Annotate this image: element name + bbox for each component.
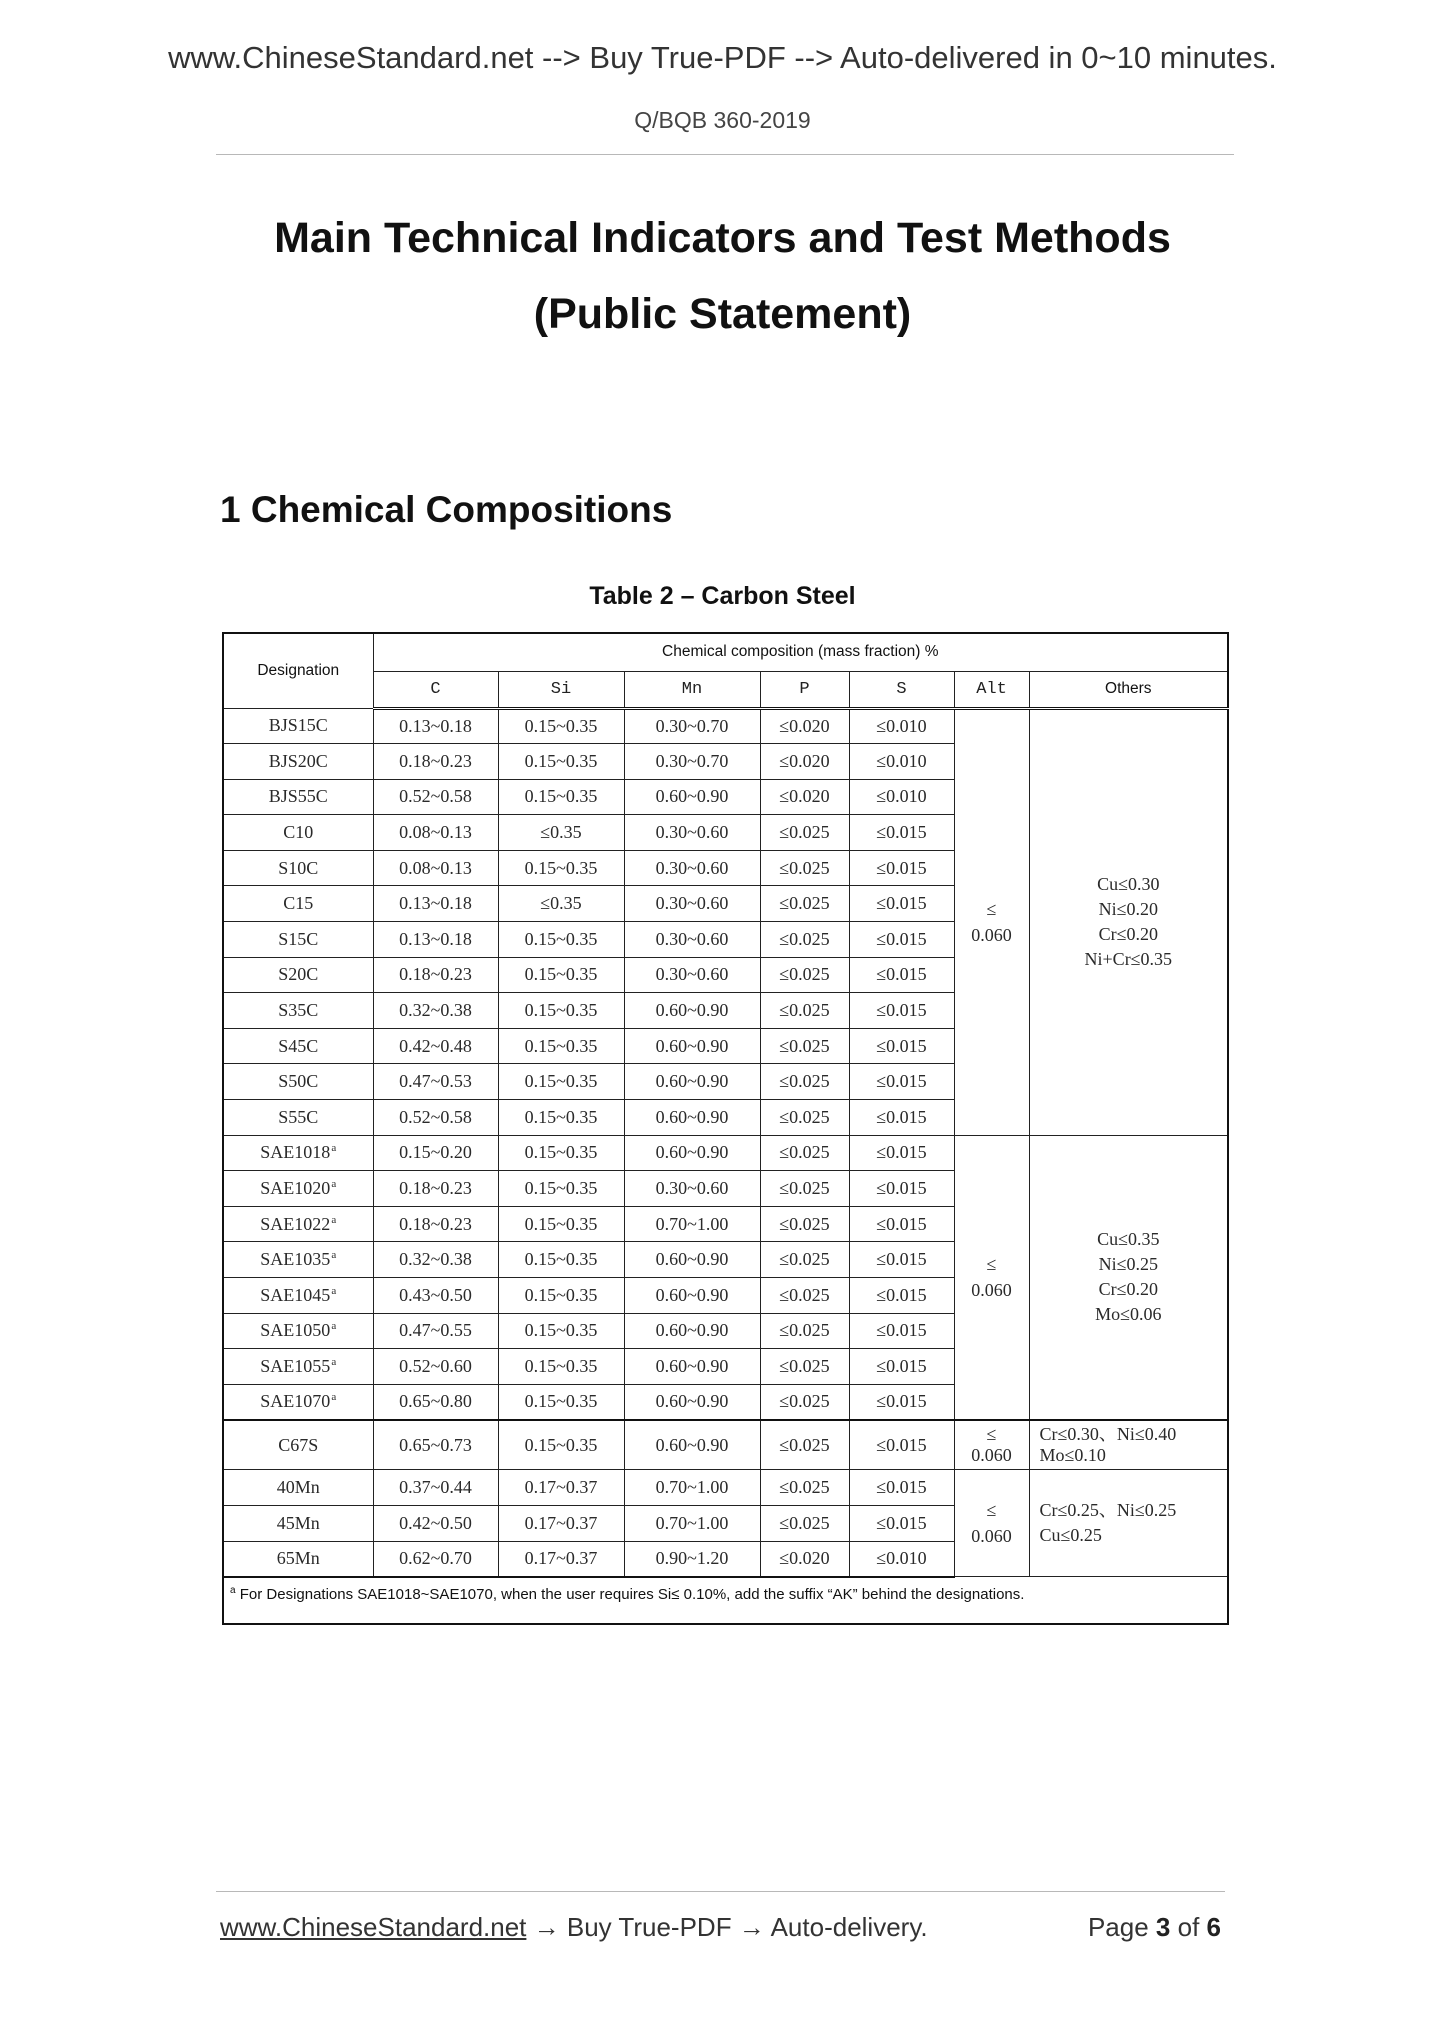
cell-si: 0.15~0.35 bbox=[498, 1384, 624, 1420]
cell-si: ≤0.35 bbox=[498, 886, 624, 922]
cell-s: ≤0.010 bbox=[849, 708, 954, 744]
cell-designation bbox=[223, 1135, 373, 1171]
cell-c: 0.52~0.58 bbox=[373, 1100, 498, 1136]
cell-si: 0.15~0.35 bbox=[498, 993, 624, 1029]
cell-c: 0.18~0.23 bbox=[373, 1206, 498, 1242]
cell-s: ≤0.015 bbox=[849, 850, 954, 886]
cell-si: 0.15~0.35 bbox=[498, 1100, 624, 1136]
cell-designation: C10 bbox=[223, 815, 373, 851]
cell-mn: 0.30~0.70 bbox=[624, 708, 760, 744]
cell-c: 0.42~0.50 bbox=[373, 1505, 498, 1541]
cell-si: 0.15~0.35 bbox=[498, 1349, 624, 1385]
cell-si: 0.17~0.37 bbox=[498, 1541, 624, 1577]
footer-tagline: → Buy True-PDF → Auto-delivery. bbox=[533, 1912, 928, 1942]
cell-s: ≤0.015 bbox=[849, 1242, 954, 1278]
cell-s: ≤0.015 bbox=[849, 1206, 954, 1242]
top-banner: www.ChineseStandard.net --> Buy True-PDF --> Auto-delivered in 0~10 minutes. bbox=[168, 40, 1277, 75]
cell-p: ≤0.025 bbox=[760, 1206, 849, 1242]
cell-mn: 0.60~0.90 bbox=[624, 1313, 760, 1349]
designation-text: SAE1070 bbox=[260, 1391, 331, 1412]
cell-designation: S20C bbox=[223, 957, 373, 993]
designation-text: SAE1020 bbox=[260, 1178, 331, 1199]
page-of: of bbox=[1177, 1912, 1200, 1942]
cell-p: ≤0.020 bbox=[760, 779, 849, 815]
cell-designation: BJS15C bbox=[223, 708, 373, 744]
cell-s: ≤0.015 bbox=[849, 1100, 954, 1136]
cell-s: ≤0.015 bbox=[849, 1349, 954, 1385]
cell-others: Cu≤0.35 Ni≤0.25 Cr≤0.20 Mo≤0.06 bbox=[1029, 1135, 1228, 1420]
table-row bbox=[223, 1135, 1228, 1171]
header-chemical-composition: Chemical composition (mass fraction) % bbox=[373, 633, 1228, 671]
designation-text: SAE1018 bbox=[260, 1142, 331, 1163]
table-footnote-row bbox=[223, 1577, 1228, 1624]
footnote-mark: a bbox=[230, 1584, 236, 1596]
cell-c: 0.13~0.18 bbox=[373, 886, 498, 922]
footnote-marker: a bbox=[331, 1391, 337, 1404]
cell-p: ≤0.025 bbox=[760, 1470, 849, 1506]
cell-si: 0.15~0.35 bbox=[498, 779, 624, 815]
designation-text: SAE1035 bbox=[260, 1249, 331, 1270]
cell-mn: 0.30~0.60 bbox=[624, 1171, 760, 1207]
cell-si: 0.15~0.35 bbox=[498, 922, 624, 958]
cell-p: ≤0.025 bbox=[760, 1028, 849, 1064]
footer-links bbox=[220, 1911, 928, 1943]
footnote-text: For Designations SAE1018~SAE1070, when the user requires Si≤ 0.10%, add the suffix “AK” behind the designations. bbox=[239, 1585, 1025, 1603]
cell-c: 0.52~0.60 bbox=[373, 1349, 498, 1385]
cell-p: ≤0.025 bbox=[760, 1135, 849, 1171]
cell-c: 0.37~0.44 bbox=[373, 1470, 498, 1506]
cell-alt: ≤ 0.060 bbox=[954, 708, 1029, 1135]
footnote-marker: a bbox=[331, 1178, 337, 1191]
cell-designation: S50C bbox=[223, 1064, 373, 1100]
cell-designation: S15C bbox=[223, 922, 373, 958]
header-s: S bbox=[849, 671, 954, 708]
cell-alt: ≤ 0.060 bbox=[954, 1470, 1029, 1577]
cell-designation: C15 bbox=[223, 886, 373, 922]
cell-mn: 0.60~0.90 bbox=[624, 1242, 760, 1278]
cell-p: ≤0.025 bbox=[760, 1313, 849, 1349]
cell-c: 0.13~0.18 bbox=[373, 922, 498, 958]
page-current: 3 bbox=[1155, 1912, 1171, 1942]
table-header-row bbox=[223, 633, 1228, 671]
cell-c: 0.65~0.80 bbox=[373, 1384, 498, 1420]
cell-si: 0.15~0.35 bbox=[498, 1064, 624, 1100]
cell-si: 0.17~0.37 bbox=[498, 1505, 624, 1541]
cell-p: ≤0.025 bbox=[760, 815, 849, 851]
section-heading: 1 Chemical Compositions bbox=[220, 489, 673, 530]
cell-designation bbox=[223, 1278, 373, 1314]
page-label: Page bbox=[1087, 1912, 1149, 1942]
cell-si: 0.15~0.35 bbox=[498, 1206, 624, 1242]
cell-s: ≤0.015 bbox=[849, 1505, 954, 1541]
footnote-marker: a bbox=[331, 1355, 337, 1368]
cell-s: ≤0.015 bbox=[849, 1420, 954, 1470]
cell-c: 0.18~0.23 bbox=[373, 1171, 498, 1207]
cell-mn: 0.60~0.90 bbox=[624, 779, 760, 815]
cell-alt: ≤ 0.060 bbox=[954, 1135, 1029, 1420]
cell-c: 0.18~0.23 bbox=[373, 744, 498, 780]
cell-c: 0.47~0.53 bbox=[373, 1064, 498, 1100]
cell-designation bbox=[223, 1242, 373, 1278]
cell-s: ≤0.010 bbox=[849, 1541, 954, 1577]
cell-mn: 0.30~0.60 bbox=[624, 850, 760, 886]
cell-p: ≤0.025 bbox=[760, 1064, 849, 1100]
cell-si: 0.15~0.35 bbox=[498, 850, 624, 886]
cell-c: 0.18~0.23 bbox=[373, 957, 498, 993]
page-indicator bbox=[1088, 1911, 1221, 1943]
chemical-composition-table bbox=[222, 632, 1229, 1625]
table-caption: Table 2 – Carbon Steel bbox=[589, 582, 856, 610]
cell-designation: S45C bbox=[223, 1028, 373, 1064]
table-footnote bbox=[223, 1577, 1228, 1624]
cell-mn: 0.60~0.90 bbox=[624, 1349, 760, 1385]
cell-c: 0.32~0.38 bbox=[373, 993, 498, 1029]
designation-text: SAE1055 bbox=[260, 1355, 331, 1376]
cell-p: ≤0.025 bbox=[760, 1420, 849, 1470]
cell-designation bbox=[223, 1206, 373, 1242]
header-divider bbox=[216, 154, 1234, 155]
cell-p: ≤0.025 bbox=[760, 886, 849, 922]
cell-designation: S35C bbox=[223, 993, 373, 1029]
cell-designation: 40Mn bbox=[223, 1470, 373, 1506]
cell-p: ≤0.025 bbox=[760, 1242, 849, 1278]
cell-c: 0.15~0.20 bbox=[373, 1135, 498, 1171]
cell-c: 0.32~0.38 bbox=[373, 1242, 498, 1278]
cell-designation: 45Mn bbox=[223, 1505, 373, 1541]
cell-s: ≤0.010 bbox=[849, 779, 954, 815]
cell-s: ≤0.015 bbox=[849, 993, 954, 1029]
cell-si: 0.15~0.35 bbox=[498, 1278, 624, 1314]
cell-s: ≤0.015 bbox=[849, 1278, 954, 1314]
cell-p: ≤0.025 bbox=[760, 1171, 849, 1207]
cell-c: 0.62~0.70 bbox=[373, 1541, 498, 1577]
cell-designation bbox=[223, 1171, 373, 1207]
cell-s: ≤0.015 bbox=[849, 922, 954, 958]
cell-mn: 0.60~0.90 bbox=[624, 1028, 760, 1064]
cell-designation: BJS55C bbox=[223, 779, 373, 815]
cell-mn: 0.60~0.90 bbox=[624, 1420, 760, 1470]
cell-others: Cr≤0.30、Ni≤0.40 Mo≤0.10 bbox=[1029, 1420, 1228, 1470]
cell-s: ≤0.015 bbox=[849, 1064, 954, 1100]
cell-c: 0.08~0.13 bbox=[373, 850, 498, 886]
cell-s: ≤0.015 bbox=[849, 957, 954, 993]
cell-mn: 0.60~0.90 bbox=[624, 1384, 760, 1420]
cell-s: ≤0.015 bbox=[849, 1384, 954, 1420]
document-code: Q/BQB 360-2019 bbox=[634, 107, 811, 133]
header-alt: Alt bbox=[954, 671, 1029, 708]
footnote-marker: a bbox=[331, 1284, 337, 1297]
cell-s: ≤0.015 bbox=[849, 886, 954, 922]
cell-s: ≤0.015 bbox=[849, 1171, 954, 1207]
cell-designation: BJS20C bbox=[223, 744, 373, 780]
cell-mn: 0.30~0.70 bbox=[624, 744, 760, 780]
cell-mn: 0.60~0.90 bbox=[624, 1064, 760, 1100]
cell-p: ≤0.025 bbox=[760, 957, 849, 993]
header-c: C bbox=[373, 671, 498, 708]
cell-si: 0.15~0.35 bbox=[498, 744, 624, 780]
cell-si: ≤0.35 bbox=[498, 815, 624, 851]
cell-s: ≤0.015 bbox=[849, 1135, 954, 1171]
table-row bbox=[223, 1470, 1228, 1506]
header-designation: Designation bbox=[223, 633, 373, 708]
header-p: P bbox=[760, 671, 849, 708]
cell-p: ≤0.025 bbox=[760, 993, 849, 1029]
cell-s: ≤0.015 bbox=[849, 1313, 954, 1349]
cell-mn: 0.60~0.90 bbox=[624, 1135, 760, 1171]
cell-si: 0.15~0.35 bbox=[498, 1313, 624, 1349]
header-mn: Mn bbox=[624, 671, 760, 708]
cell-mn: 0.60~0.90 bbox=[624, 993, 760, 1029]
cell-p: ≤0.025 bbox=[760, 850, 849, 886]
cell-s: ≤0.015 bbox=[849, 1028, 954, 1064]
cell-p: ≤0.020 bbox=[760, 708, 849, 744]
cell-designation: 65Mn bbox=[223, 1541, 373, 1577]
cell-s: ≤0.015 bbox=[849, 1470, 954, 1506]
cell-c: 0.42~0.48 bbox=[373, 1028, 498, 1064]
cell-others: Cu≤0.30 Ni≤0.20 Cr≤0.20 Ni+Cr≤0.35 bbox=[1029, 708, 1228, 1135]
cell-mn: 0.30~0.60 bbox=[624, 922, 760, 958]
cell-others: Cr≤0.25、Ni≤0.25 Cu≤0.25 bbox=[1029, 1470, 1228, 1577]
cell-p: ≤0.025 bbox=[760, 1278, 849, 1314]
cell-p: ≤0.025 bbox=[760, 1384, 849, 1420]
cell-mn: 0.60~0.90 bbox=[624, 1278, 760, 1314]
page-subtitle: (Public Statement) bbox=[533, 290, 912, 338]
cell-si: 0.17~0.37 bbox=[498, 1470, 624, 1506]
cell-p: ≤0.020 bbox=[760, 744, 849, 780]
footnote-marker: a bbox=[331, 1142, 337, 1155]
cell-c: 0.43~0.50 bbox=[373, 1278, 498, 1314]
cell-designation bbox=[223, 1349, 373, 1385]
site-link[interactable]: www.ChineseStandard.net bbox=[220, 1912, 527, 1942]
cell-c: 0.65~0.73 bbox=[373, 1420, 498, 1470]
table-row bbox=[223, 708, 1228, 744]
cell-c: 0.52~0.58 bbox=[373, 779, 498, 815]
cell-mn: 0.70~1.00 bbox=[624, 1505, 760, 1541]
table-subheader-row bbox=[223, 671, 1228, 708]
cell-alt: ≤ 0.060 bbox=[954, 1420, 1029, 1470]
cell-si: 0.15~0.35 bbox=[498, 957, 624, 993]
cell-si: 0.15~0.35 bbox=[498, 1028, 624, 1064]
designation-text: SAE1050 bbox=[260, 1320, 331, 1341]
cell-p: ≤0.025 bbox=[760, 1349, 849, 1385]
cell-mn: 0.30~0.60 bbox=[624, 957, 760, 993]
cell-designation bbox=[223, 1313, 373, 1349]
cell-mn: 0.70~1.00 bbox=[624, 1470, 760, 1506]
cell-mn: 0.90~1.20 bbox=[624, 1541, 760, 1577]
cell-designation: C67S bbox=[223, 1420, 373, 1470]
cell-s: ≤0.010 bbox=[849, 744, 954, 780]
cell-p: ≤0.025 bbox=[760, 922, 849, 958]
cell-mn: 0.60~0.90 bbox=[624, 1100, 760, 1136]
cell-c: 0.08~0.13 bbox=[373, 815, 498, 851]
designation-text: SAE1022 bbox=[260, 1213, 331, 1234]
header-si: Si bbox=[498, 671, 624, 708]
cell-si: 0.15~0.35 bbox=[498, 1171, 624, 1207]
cell-s: ≤0.015 bbox=[849, 815, 954, 851]
cell-c: 0.47~0.55 bbox=[373, 1313, 498, 1349]
cell-designation: S55C bbox=[223, 1100, 373, 1136]
cell-p: ≤0.020 bbox=[760, 1541, 849, 1577]
table-row bbox=[223, 1420, 1228, 1470]
page-title: Main Technical Indicators and Test Methods bbox=[274, 214, 1171, 262]
cell-c: 0.13~0.18 bbox=[373, 708, 498, 744]
page-total: 6 bbox=[1206, 1912, 1221, 1942]
cell-si: 0.15~0.35 bbox=[498, 1242, 624, 1278]
cell-mn: 0.30~0.60 bbox=[624, 815, 760, 851]
cell-p: ≤0.025 bbox=[760, 1505, 849, 1541]
footnote-marker: a bbox=[331, 1320, 337, 1333]
cell-designation: S10C bbox=[223, 850, 373, 886]
cell-p: ≤0.025 bbox=[760, 1100, 849, 1136]
cell-si: 0.15~0.35 bbox=[498, 1420, 624, 1470]
footnote-marker: a bbox=[331, 1249, 337, 1262]
designation-text: SAE1045 bbox=[260, 1284, 331, 1305]
footnote-marker: a bbox=[331, 1213, 337, 1226]
cell-si: 0.15~0.35 bbox=[498, 1135, 624, 1171]
cell-mn: 0.30~0.60 bbox=[624, 886, 760, 922]
cell-mn: 0.70~1.00 bbox=[624, 1206, 760, 1242]
cell-si: 0.15~0.35 bbox=[498, 708, 624, 744]
cell-designation bbox=[223, 1384, 373, 1420]
footer-divider bbox=[216, 1891, 1225, 1892]
header-others: Others bbox=[1029, 671, 1228, 708]
